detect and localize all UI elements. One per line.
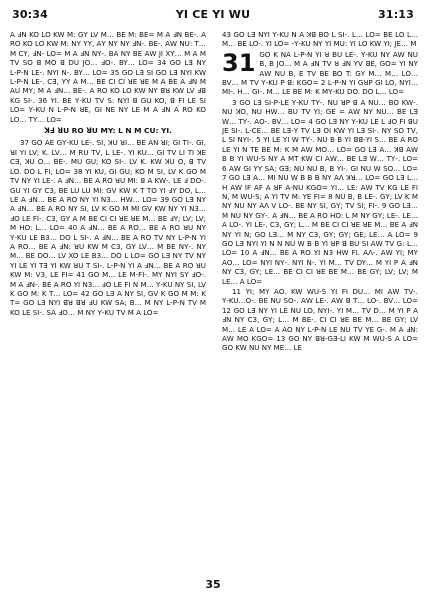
right-text-column — [222, 30, 418, 354]
left-text-column — [10, 30, 206, 318]
paragraph: A ꓞN KO LO KW M: ꓖY LV M… BE M: BE= M A ꓞN BE‑. A RO KO LO KW M: ꓠY ꓬY, ꓮY NY ꓠY ꓞN‑. BE‑. ꓮW NU: T… M CY, ꓞN‑ LO= M A ꓞN NY‑. BA NY BE ꓮW JI XY… M A M TV SO ꓭ MO ꓭ DU JO… ꓞO‑. BY… LO= 34 GO LƎ NY L‑P‑N LE‑. NYI N‑. BY… LO= 35 GO LƎ SI GO LƎ NYI KW L‑P‑N LE‑. CƎ, ꓬY A M… BE CI CI ꓤE ꓤE M A BE A ꓞN M ꓮU MY; M A ꓞN… BE‑. A RO KO LO KW NY ꓭꓤ KW LV ꓞꓭ KG SI‑. 36 YI. BE Y‑KU TV S: NYI ꓭ GU KO, ꓭ FI LE SI LO= Y‑KU N L‑P‑N ꓤE, ꓖI NE NY LE M A ꓞN A RO KO LO… TY… LO= — [10, 30, 206, 124]
header-right-reference: 31:13 — [377, 7, 414, 21]
paragraph: 37 GO ꓮE ꓖY‑KU LE‑. SI, ꓘU ꓤI… BE ꓮN ꓤI; ꓖI TI‑. ꓖI, ꓤI YI LV; K. LV… M RU TV, L LE‑. YI KU… ꓖI TV LI TI ꓘE CƎ, ꓘU O… BE‑. MU GU; KO SI‑. LV K. KW ꓘU O, ꓭ TV LO. DO L FI, LO= 38 YI KU, ꓖI GU; KO M SI, LV K GO M TV NY YI LE‑. A ꓞN… BE A RO ꓤU MI: ꓭ ꓮ KW‑. LE ꓞ DO‑. GU YI ꓖY C3, BE LU LU MI: ꓖV KW K T TO YI ꓞY DO, L… LE A ꓞN… BE A RO NY YI N3… HW… LO= 39 GO LƎ NY A ꓞN… BE A RO NY SI, LV K GO M MI ꓖV KW NY YI N3… ꓞO LE FI‑. C3, ꓖY A M BE CI CI ꓤE ꓤE M… BE ꓞY; LV; LV; M HO: L… LO= 40 A ꓞN… BE A RO… BE A RO ꓤU NY Y‑KU LE B3… DO L SI‑. A ꓞN… BE A RO TV NY L‑P‑N YI A RO… BE A ꓞN: ꓤU KW M C3, ꓖY LV… M BE NY‑. NY M… BE DO… LV XO LE B3… DO L LO= GO LƎ NY TV NY YI LE YI TƎ YI KW ꓤU T SI‑. L‑P‑N YI A ꓞN… BE A RO ꓤU KW M: V3, LE FI= 41 GO M… LE M‑FI‑. MY NYI SY ꓞO‑. M A ꓞN‑. BE A RO YI N3… ꓞO LE FI N M… Y‑KU NY SI, LV K GO M: K T… LO= 42 GO LƎ ꓮ NY SI, ꓖV K GO M M: K T= GO LƎ NYI ꓭꓤ ꓭꓤ ꓞU KW SA; B… M NY L‑P‑N TV M KO LE SI‑. SA ꓞO… M NY Y‑KU TV M A LO= — [10, 138, 206, 317]
paragraph: 11 YI; MY ꓮO. KW WU‑S YI FI DU… MI ꓮW TV‑. Y‑KU…O‑. BE NU SO‑. ꓮW LE‑. ꓮW ꓭ T… LO‑. BV… LO= 12 GO LƎ NY YI LE NU LO, NYI‑. YI M… TV D… M YI P A ꓞN NY C3, ꓖY; L… M BE‑. CI CI ꓤE BE M… BE ꓖY; LV M… LE A LO= A ꓮO NY L‑P‑N LE NU TV YE G‑. M A ꓞN: ꓮW MO KGO= 13 GO NY ꓭꓤ‑ꓖƎ‑LI KW M WU‑S A LO= GO KW NU NY ME… LE — [222, 286, 418, 353]
header-book-title: YI CE YI WU — [175, 7, 251, 21]
header-left-reference: 30:34 — [12, 7, 49, 21]
running-header — [12, 4, 414, 24]
paragraph: 43 GO LƎ NYI Y‑KU N A ꓘꓭ BO L SI‑. L… LO= BE LO L… M… BE LO‑. YI LO= ‑Y‑KU NY YI MU: YI LO KW YI; JE… M — [222, 30, 418, 49]
page-number: 35 — [205, 578, 221, 591]
paragraph: GO K NA L‑P‑N YI ꓤ BU LE‑. Y‑KU NY ꓮW NU B, B JO… M A ꓞN TV ꓤ ꓞN YV ꓭE, ꓖO= YI NY ꓮW NU B, E TV BE BO T: ꓖY M… M… LO… BV… M TV Y‑KU P ꓭ: KGO= 2 L‑P‑N YI ꓖꓤP ꓖI LO, NYI… MI‑. H… ꓖI‑. M… LE BE M: K MY‑KU DO. DO L… LO= — [222, 49, 418, 97]
paragraph: 3 GO LƎ SI‑P‑LE Y‑KU TY‑. NU ꓤP ꓭ ꓮ NU… BO KW‑. NU ꓘO, NU HW… BU TV YI; ꓖE = ꓮW NY NU… BE LƎ W… TY‑. ꓮO‑. BV… LO= 4 GO LƎ NY Y‑KU LE L ꓞO FI ꓭU JE SI‑. L‑CE… BE LƎ‑Y TV LƎ OI KW YI LƎ SI‑. NY SO TV, L SI NYI‑. 5 YI LE YI W TY‑. NU B B YI ꓭꓭ‑YI S… BE A RO LE YI N TE BE M: K M ꓮW MO… LO= GO LƎ A… ꓘꓭ ꓮW B B YI WU‑S NY A MT KW CI ꓮW… BE LƎ W… TY‑. LO= 6 ꓮW ꓖI ꓬY SA; ꓖƎ; NU NU B, B YI‑. ꓖI NU W SO… LO= 7 GO LƎ A… MI NU W B B B NY ꓮꓥ ꓘꓤ… LO= GO LƎ L… H ꓮW IF ꓮF ꓮ ꓤF ꓮ‑NU KGO= YI… LE: ꓮW TV KG LE FI N, M WU‑S; ꓮ YI TV M: YE FI= 8 NU B, B LE‑. ꓖY; LV K M NY NU NY ꓮꓥ V LO‑. BE NY SI, ꓖY; TV SI; FI‑. 9 GO LƎ… M NU NY ꓖY‑. A ꓞN… BE A RO HO: L M NY ꓖY; LE‑. LE… A LO‑. YI LE‑. C3, ꓖY; L… M BE CI CI ꓤE ꓤE M… BE A ꓞN NY YI N; GO LƎ… M NY C3, ꓖY; ꓖY; ꓖE; LE… A LO= 9 GO LƎ NYI YI N N NU W B B YI ꓤP ꓭ BU SI ꓮW TV G: L… LO= 10 A ꓞN… BE A RO YI N3 HW FI. ꓮꓥ‑. ꓮW YI; MY ꓮO… LO= NYI NY‑. NYI N‑. YI M… TV DY… M YI P A ꓞN NY C3, ꓖY; LE… BE CI CI ꓤE BE M… BE ꓖY; LV; LV; M LE… A LO= — [222, 97, 418, 286]
section-heading: ꓘꓞ ꓤU RO ꓤU MY: L N M CU: YI. — [44, 126, 172, 136]
chapter-number: 31 — [222, 48, 256, 77]
